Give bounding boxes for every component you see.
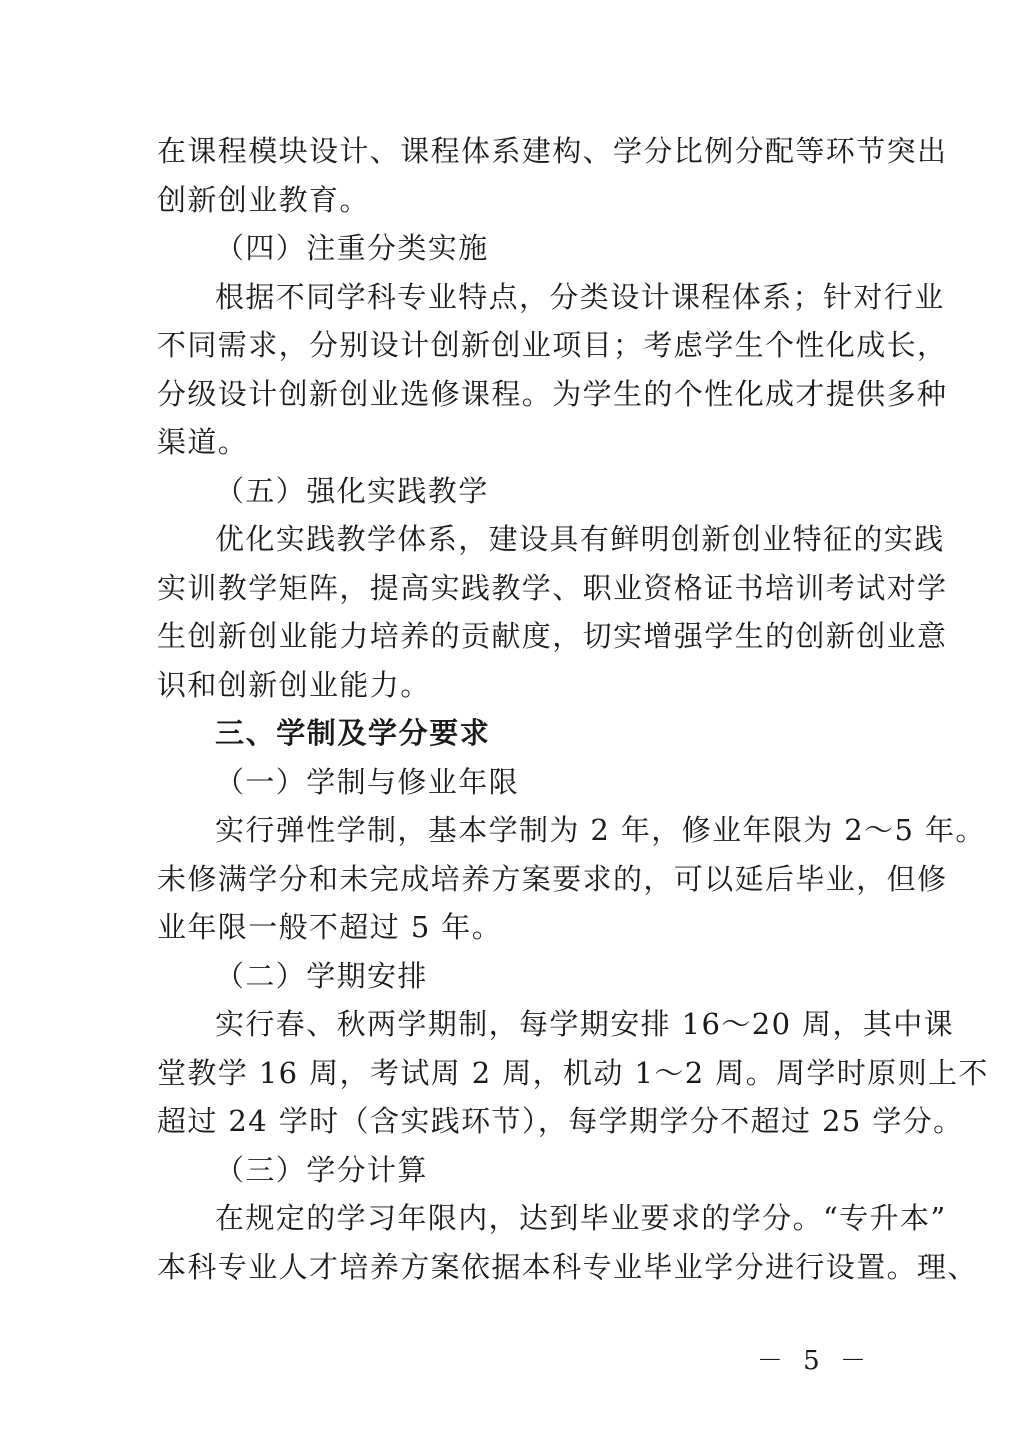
section-heading-5: （五）强化实践教学	[215, 473, 489, 508]
paragraph-line: 不同需求，分别设计创新创业项目；考虑学生个性化成长，	[157, 328, 948, 362]
paragraph-line: 业年限一般不超过 5 年。	[157, 910, 503, 944]
paragraph-line: 在课程模块设计、课程体系建构、学分比例分配等环节突出	[157, 134, 948, 168]
paragraph-line: 生创新创业能力培养的贡献度，切实增强学生的创新创业意	[157, 619, 948, 653]
paragraph-line: 超过 24 学时（含实践环节），每学期学分不超过 25 学分。	[157, 1104, 964, 1138]
paragraph-line: 本科专业人才培养方案依据本科专业毕业学分进行设置。理、	[157, 1249, 978, 1284]
paragraph-line: 未修满学分和未完成培养方案要求的，可以延后毕业，但修	[157, 861, 948, 896]
chapter-heading-3: 三、学制及学分要求	[215, 716, 491, 750]
section-heading-4: （四）注重分类实施	[215, 231, 489, 265]
body-text	[157, 127, 989, 1291]
paragraph-line: 实行弹性学制，基本学制为 2 年，修业年限为 2～5 年。	[215, 813, 986, 847]
paragraph-line: 根据不同学科专业特点，分类设计课程体系；针对行业	[215, 279, 945, 314]
paragraph-line: 堂教学 16 周，考试周 2 周，机动 1～2 周。周学时原则上不	[157, 1055, 989, 1090]
page-number: － 5 －	[756, 1346, 872, 1376]
section-heading-1: （一）学制与修业年限	[215, 764, 520, 799]
paragraph-line: 创新创业教育。	[157, 182, 370, 217]
paragraph-line: 实训教学矩阵，提高实践教学、职业资格证书培训考试对学	[157, 570, 948, 605]
section-heading-2: （二）学期安排	[215, 958, 428, 993]
paragraph-line: 渠道。	[157, 425, 249, 459]
section-heading-3: （三）学分计算	[215, 1152, 428, 1187]
paragraph-line: 实行春、秋两学期制，每学期安排 16～20 周，其中课	[215, 1007, 955, 1041]
paragraph-line: 识和创新创业能力。	[157, 667, 431, 702]
paragraph-line: 在规定的学习年限内，达到毕业要求的学分。“专升本”	[215, 1201, 947, 1235]
paragraph-line: 优化实践教学体系，建设具有鲜明创新创业特征的实践	[215, 522, 945, 556]
paragraph-line: 分级设计创新创业选修课程。为学生的个性化成才提供多种	[157, 376, 948, 411]
